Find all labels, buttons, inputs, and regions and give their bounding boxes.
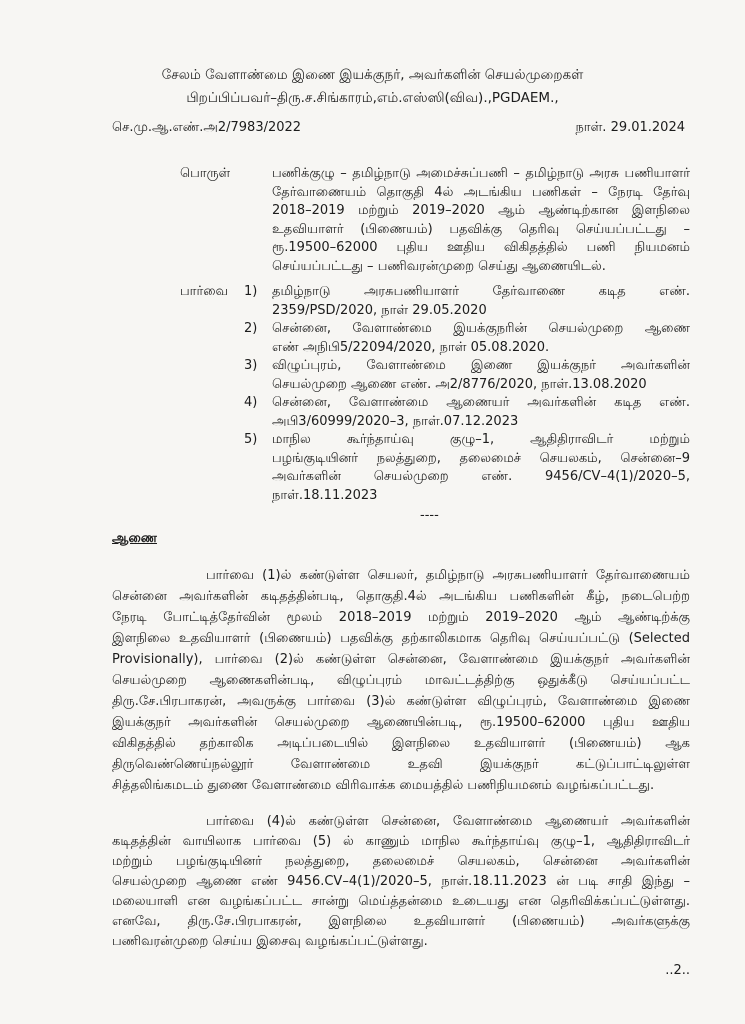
text-line: எனவே, திரு.சே.பிரபாகரன், இளநிலை உதவியாளர் (பிணையம்) அவர்களுக்கு (112, 914, 690, 929)
reference-number: செ.மு.ஆ.எண்.அ2/7983/2022 (112, 120, 302, 135)
text-line: சென்னை அவர்களின் கடிதத்தின்படி, தொகுதி.4ல் அடங்கிய பணிகளின் கீழ், நடைபெற்ற (112, 589, 690, 604)
separator-wrap (420, 507, 439, 526)
text-line: மற்றும் பழங்குடியினர் நலத்துறை, தலைமைச் செயலகம், சென்னை அவர்களின் (112, 854, 690, 869)
text-line: 2359/PSD/2020, நாள் 29.05.2020 (272, 302, 487, 318)
text-line: எண் அநிபி5/22094/2020, நாள் 05.08.2020. (272, 339, 550, 355)
separator: ---- (420, 508, 439, 523)
document-date: நாள். 29.01.2024 (575, 120, 685, 135)
text-line: விகிதத்தில் தற்காலிக அடிப்படையில் இளநிலை உதவியாளர் (பிணையம்) ஆக (112, 736, 690, 751)
text-line: கடிதத்தின் வாயிலாக பார்வை (5) ல் காணும் மாநில கூர்ந்தாய்வு குழு–1, ஆதிதிராவிடர் (112, 834, 690, 849)
text-line: தேர்வாணையம் தொகுதி 4ல் அடங்கிய பணிகள் – நேரடி தேர்வு (272, 184, 690, 200)
reference-text (272, 283, 690, 320)
order-heading: ஆணை (112, 531, 158, 546)
issuer-line: பிறப்பிப்பவர்–திரு.ச.சிங்காரம்,எம்.எஸ்ஸி(விவ).,PGDAEM., (186, 90, 559, 106)
reference-item (244, 283, 690, 320)
reference-number-label: 3) (244, 358, 258, 373)
reference-item (244, 320, 690, 357)
text-line: தமிழ்நாடு அரசுபணியாளர் தேர்வாணை கடித எண். (272, 284, 690, 299)
text-line: Provisionally), பார்வை (2)ல் கண்டுள்ள சென்னை, வேளாண்மை இயக்குநர் அவர்களின் (112, 652, 690, 667)
text-line: அபி3/60999/2020–3, நாள்.07.12.2023 (272, 413, 519, 429)
text-line: மலையாளி என வழங்கப்பட்ட சான்று மெய்த்தன்மை உடையது என தெரிவிக்கப்பட்டுள்ளது. (112, 894, 690, 909)
reference-item (244, 431, 690, 505)
text-line: சென்னை, வேளாண்மை ஆணையர் அவர்களின் கடித எண். (272, 395, 690, 410)
text-line: செய்யப்பட்டது – பணிவரன்முறை செய்து ஆணையிடல். (272, 258, 606, 274)
order-paragraph-2 (112, 812, 690, 952)
text-line: இளநிலை உதவியாளர் (பிணையம்) பதவிக்கு தற்காலிகமாக தெரிவு செய்யப்பட்டு (Selected (112, 631, 690, 646)
text-line: செயல்முறை ஆணைகளின்படி, விழுப்புரம் மாவட்டத்திற்கு ஒதுக்கீடு செய்யப்பட்ட (112, 673, 690, 688)
text-line: பழங்குடியினர் நலத்துறை, தலைமைச் செயலகம், சென்னை–9 (272, 450, 690, 466)
reference-number-label: 4) (244, 395, 258, 410)
reference-text (272, 431, 690, 505)
text-line: செயல்முறை ஆணை எண் 9456.CV–4(1)/2020–5, நாள்.18.11.2023 ன் படி சாதி இந்து – (112, 874, 690, 889)
text-line: மாநில கூர்ந்தாய்வு குழு–1, ஆதிதிராவிடர் மற்றும் (272, 432, 690, 447)
text-line: விழுப்புரம், வேளாண்மை இணை இயக்குநர் அவர்களின் (272, 358, 690, 373)
text-line: ரூ.19500–62000 புதிய ஊதிய விகிதத்தில் பணி நியமனம் (272, 240, 690, 255)
text-line: 2018–2019 மற்றும் 2019–2020 ஆம் ஆண்டிற்கான இளநிலை (272, 203, 690, 218)
reference-text (272, 357, 690, 394)
text-line: பணிக்குழு – தமிழ்நாடு அமைச்சுப்பணி – தமிழ்நாடு அரசு பணியாளர் (272, 166, 690, 181)
page-marker: ..2.. (665, 963, 690, 978)
references-list (244, 283, 690, 505)
text-line: நாள்.18.11.2023 (272, 487, 378, 503)
subject-label: பொருள் (180, 166, 231, 181)
text-line: அவர்களின் செயல்முறை எண். 9456/CV–4(1)/2020–5, (272, 469, 690, 484)
reference-number-label: 5) (244, 432, 258, 447)
reference-item (244, 394, 690, 431)
reference-number-label: 2) (244, 321, 258, 336)
text-line: சித்தலிங்கமடம் துணை வேளாண்மை விரிவாக்க மையத்தில் பணிநியமனம் வழங்கப்பட்டது. (112, 778, 655, 793)
text-line: சென்னை, வேளாண்மை இயக்குநரின் செயல்முறை ஆணை (272, 321, 690, 336)
text-line: திருவெண்ணெய்நல்லூர் வேளாண்மை உதவி இயக்குநர் கட்டுப்பாட்டிலுள்ள (112, 757, 690, 772)
subject-label-wrap (180, 165, 230, 184)
text-line: திரு.சே.பிரபாகரன், அவருக்கு பார்வை (3)ல் கண்டுள்ள விழுப்புரம், வேளாண்மை இணை (112, 694, 690, 709)
text-line: பார்வை (1)ல் கண்டுள்ள செயலர், தமிழ்நாடு அரசுபணியாளர் தேர்வாணையம் (206, 568, 690, 583)
text-line: நேரடி போட்டித்தேர்வின் மூலம் 2018–2019 மற்றும் 2019–2020 ஆம் ஆண்டிற்க்கு (112, 610, 690, 625)
order-paragraph-1 (112, 565, 690, 796)
text-line: இயக்குநர் அவர்களின் செயல்முறை ஆணையின்படி, ரூ.19500–62000 புதிய ஊதிய (112, 715, 690, 730)
reference-text (272, 394, 690, 431)
reference-number-label: 1) (244, 284, 258, 299)
references-label-wrap (180, 283, 228, 302)
text-line: செயல்முறை ஆணை எண். அ2/8776/2020, நாள்.13.08.2020 (272, 376, 647, 392)
reference-item (244, 357, 690, 394)
text-line: உதவியாளர் (பிணையம்) பதவிக்கு தெரிவு செய்யப்பட்டது – (272, 221, 690, 237)
references-label: பார்வை (180, 284, 229, 299)
document-title: சேலம் வேளாண்மை இணை இயக்குநர், அவர்களின் செயல்முறைகள் (161, 67, 584, 83)
subject-text (272, 165, 690, 276)
text-line: பணிவரன்முறை செய்ய இசைவு வழங்கப்பட்டுள்ளது. (112, 934, 428, 949)
text-line: பார்வை (4)ல் கண்டுள்ள சென்னை, வேளாண்மை ஆணையர் அவர்களின் (206, 814, 690, 829)
reference-text (272, 320, 690, 357)
